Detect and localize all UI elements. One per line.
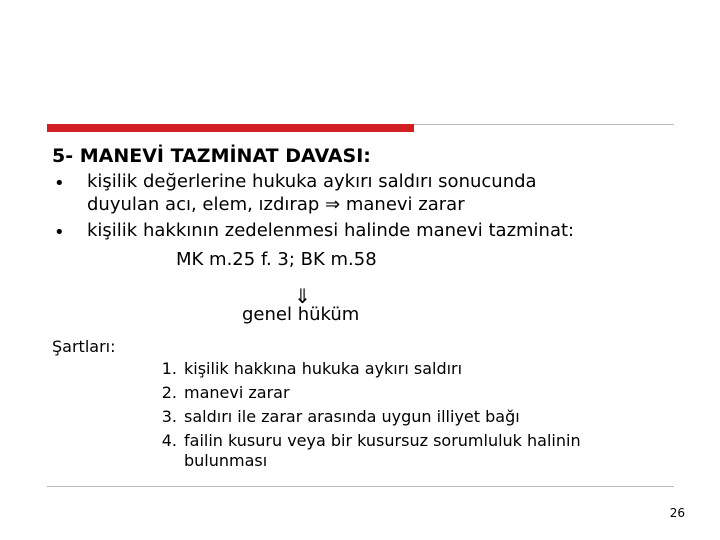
condition-4-number: 4. — [161, 431, 177, 450]
page-number: 26 — [669, 506, 685, 520]
condition-2-text: manevi zarar — [184, 383, 290, 402]
legal-reference: MK m.25 f. 3; BK m.58 — [176, 249, 377, 270]
slide-title: 5- MANEVİ TAZMİNAT DAVASI: — [52, 145, 371, 167]
condition-4-text-continued: bulunması — [184, 451, 268, 470]
condition-3-text: saldırı ile zarar arasında uygun illiyet bağı — [184, 407, 520, 426]
condition-1-text: kişilik hakkına hukuka aykırı saldırı — [184, 359, 463, 378]
bullet-1-symbol: • — [54, 173, 65, 194]
conclusion-text: genel hüküm — [242, 304, 360, 325]
red-accent-bar — [47, 124, 414, 132]
condition-4-text: failin kusuru veya bir kusursuz sorumluluk halinin — [184, 431, 581, 450]
bottom-divider — [47, 486, 674, 487]
bullet-1-line-2-text: duyulan acı, elem, ızdırap — [87, 194, 320, 215]
bullet-2-symbol: • — [54, 222, 65, 243]
implies-arrow-icon: ⇒ — [325, 194, 341, 215]
condition-3-number: 3. — [161, 407, 177, 426]
top-divider — [414, 124, 674, 125]
bullet-2-line-1: kişilik hakkının zedelenmesi halinde manevi tazminat: — [87, 220, 575, 241]
condition-2-number: 2. — [161, 383, 177, 402]
down-arrow-icon: ⇓ — [294, 284, 311, 308]
condition-1-number: 1. — [161, 359, 177, 378]
conditions-label: Şartları: — [52, 337, 116, 356]
bullet-1-line-1: kişilik değerlerine hukuka aykırı saldırı sonucunda — [87, 171, 537, 192]
bullet-1-line-2 — [87, 194, 465, 215]
bullet-1-result: manevi zarar — [345, 194, 465, 215]
